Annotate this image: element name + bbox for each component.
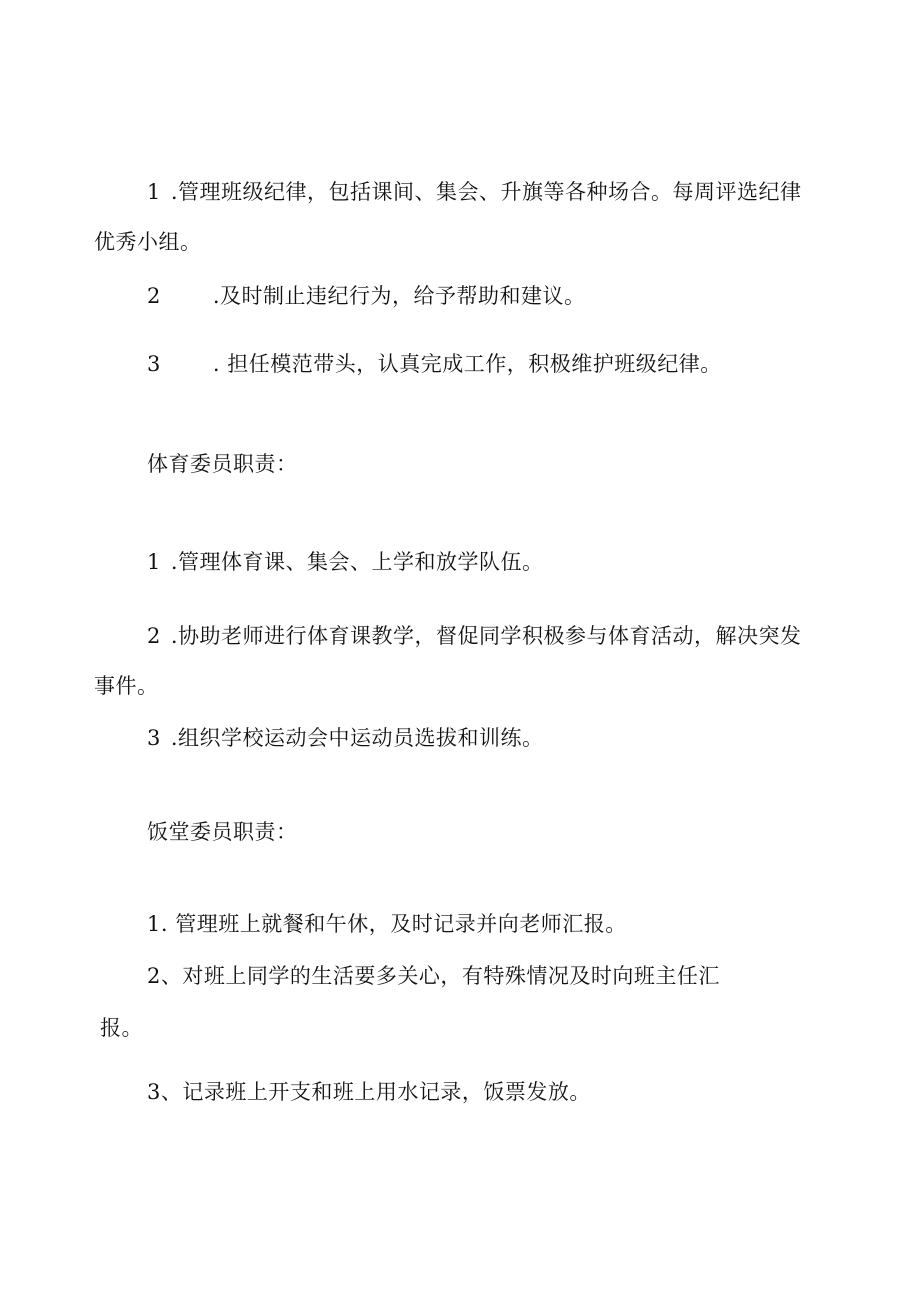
discipline-item-1-text: .管理班级纪律，包括课间、集会、升旗等各种场合。每周评选纪律 <box>170 180 802 204</box>
pe-heading: 体育委员职责： <box>147 452 298 476</box>
item-number: 3 <box>147 726 161 750</box>
discipline-item-3-text: . 担任模范带头，认真完成工作，积极维护班级纪律。 <box>212 352 722 376</box>
discipline-item-1-line-2: 优秀小组。 <box>94 230 202 254</box>
item-number: 3 <box>147 352 161 376</box>
canteen-item-2-line-1: 2、对班上同学的生活要多关心，有特殊情况及时向班主任汇 <box>147 964 720 988</box>
pe-item-2-text: .协助老师进行体育课教学，督促同学积极参与体育活动，解决突发 <box>170 624 802 648</box>
pe-item-1 <box>147 548 544 576</box>
pe-item-1-text: .管理体育课、集会、上学和放学队伍。 <box>170 550 544 574</box>
discipline-item-2-text: .及时制止违纪行为，给予帮助和建议。 <box>212 284 586 308</box>
discipline-item-1-line-1 <box>147 178 802 206</box>
item-number: 2 <box>147 624 161 648</box>
item-number: 1 <box>147 180 161 204</box>
discipline-item-3 <box>147 350 722 378</box>
item-number: 1 <box>147 550 161 574</box>
canteen-item-1: 1. 管理班上就餐和午休，及时记录并向老师汇报。 <box>147 912 627 936</box>
canteen-heading: 饭堂委员职责： <box>147 820 298 844</box>
pe-item-3 <box>147 724 544 752</box>
item-number: 2 <box>147 284 161 308</box>
canteen-item-2-line-2: 报。 <box>100 1016 143 1040</box>
pe-item-2-line-2: 事件。 <box>94 674 159 698</box>
canteen-item-3: 3、记录班上开支和班上用水记录，饭票发放。 <box>147 1080 591 1104</box>
pe-item-2-line-1 <box>147 622 802 650</box>
discipline-item-2 <box>147 282 586 310</box>
pe-item-3-text: .组织学校运动会中运动员选拔和训练。 <box>170 726 544 750</box>
